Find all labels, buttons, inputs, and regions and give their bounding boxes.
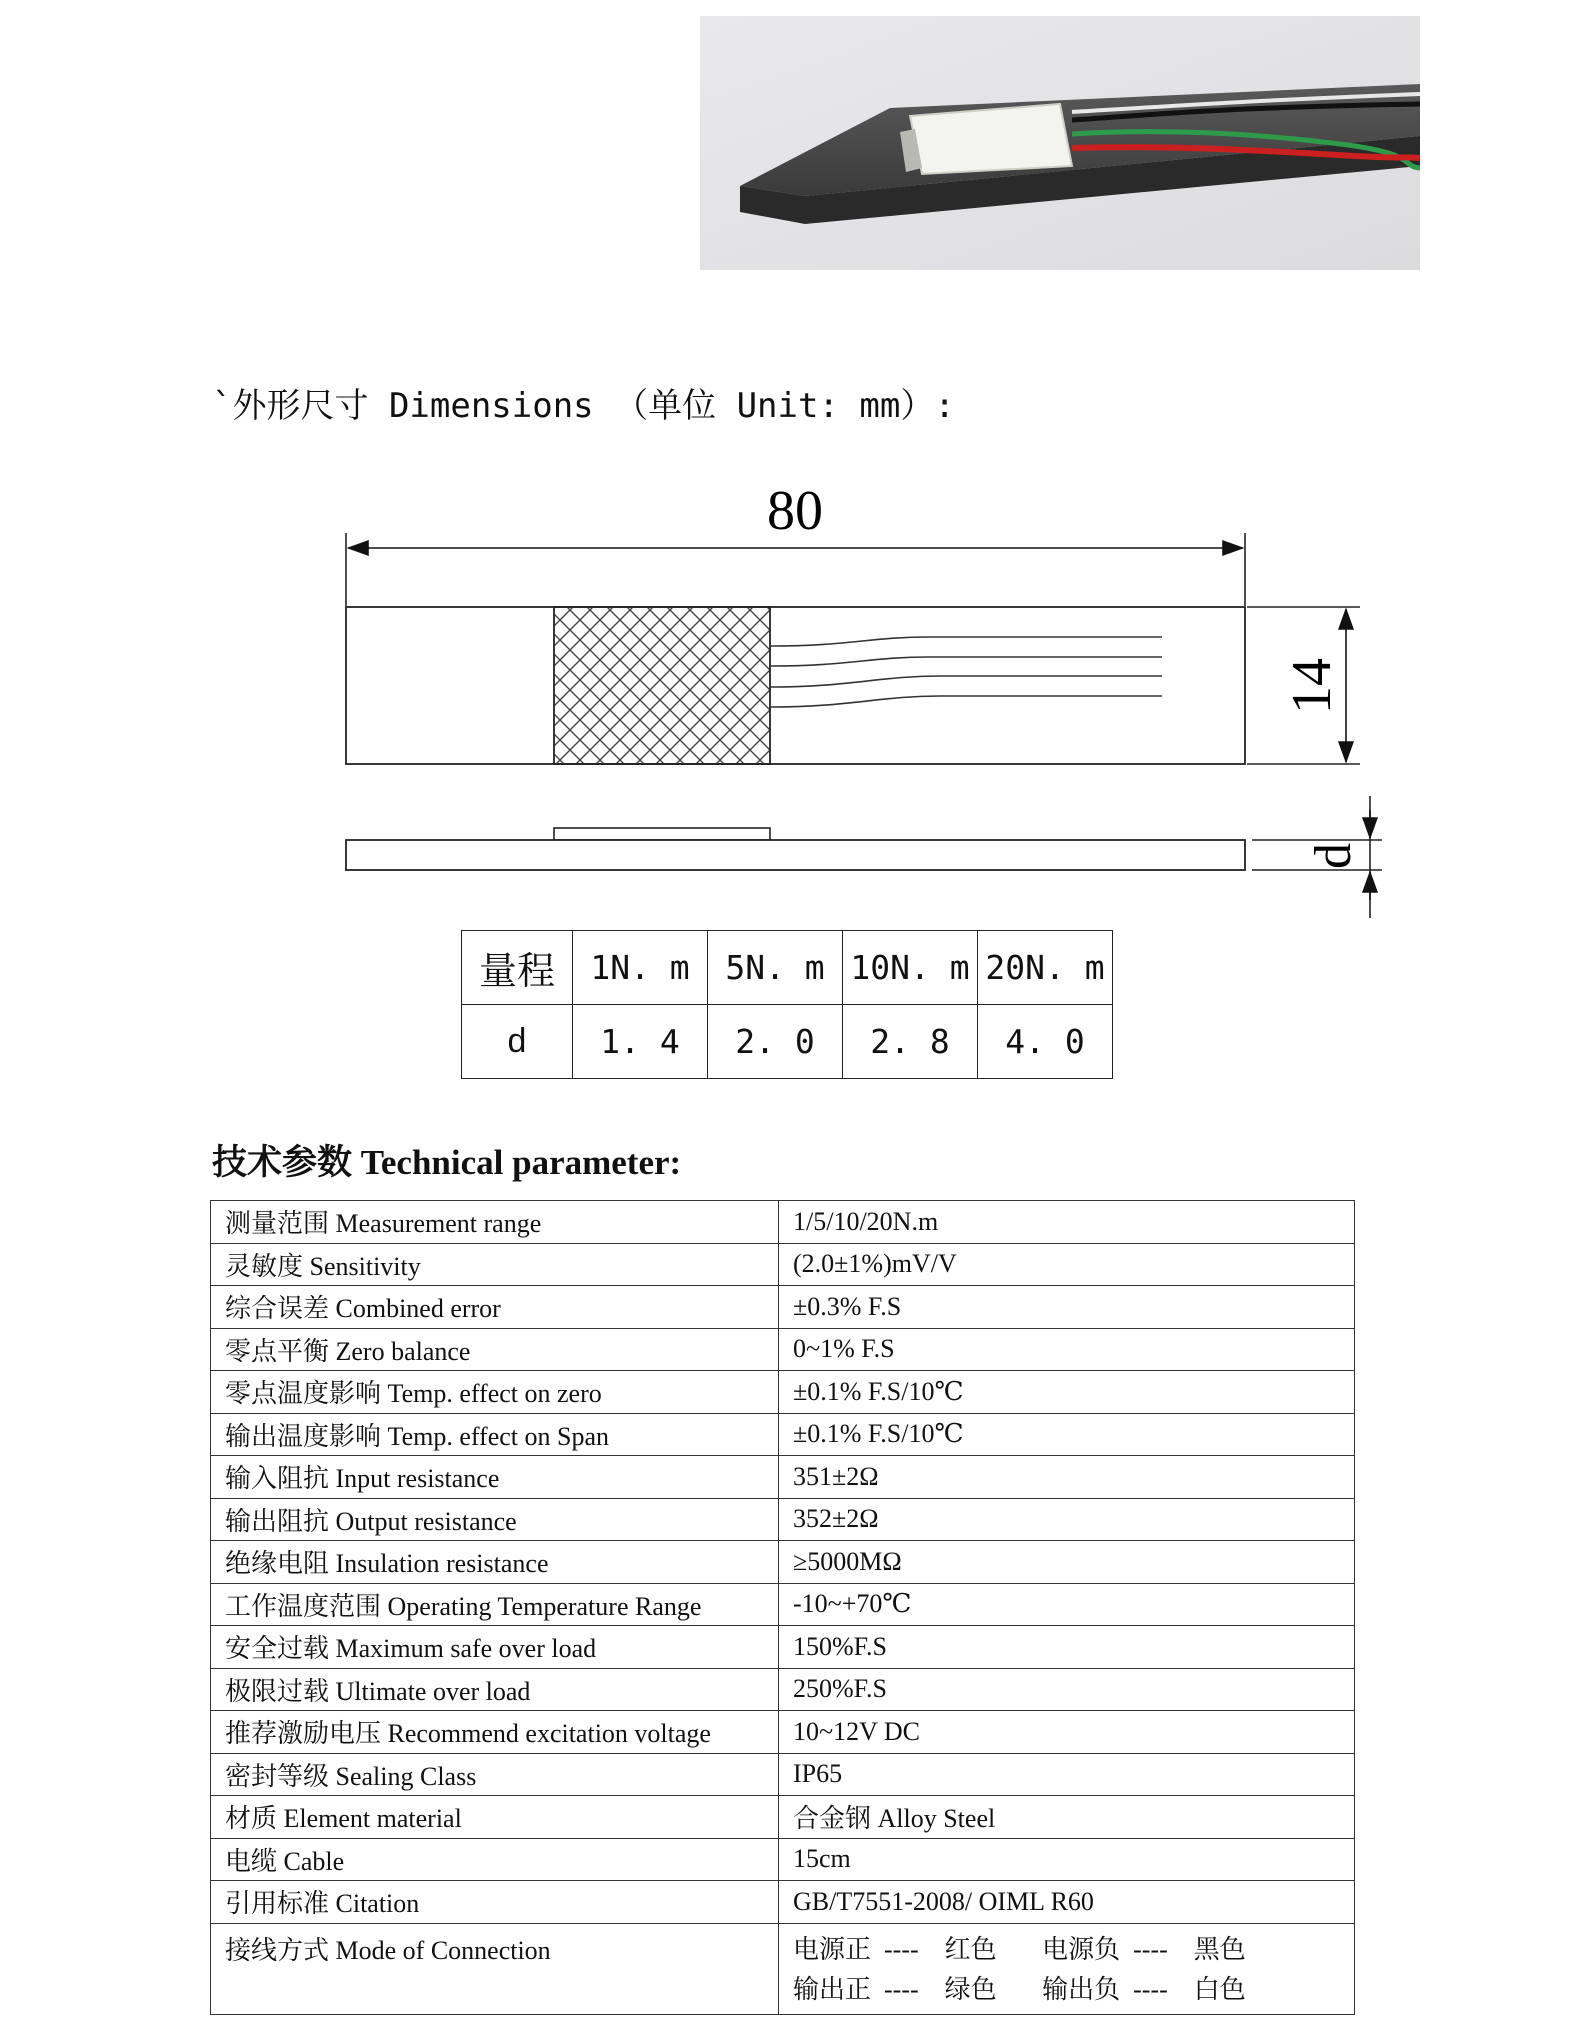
param-value: 0~1% F.S	[779, 1328, 1355, 1371]
param-label: 测量范围 Measurement range	[211, 1201, 779, 1244]
param-label: 极限过载 Ultimate over load	[211, 1668, 779, 1711]
strain-gauge-beam-photo	[700, 16, 1420, 270]
connection-line-power: 电源正 ---- 红色 电源负 ---- 黑色	[793, 1934, 1246, 1964]
param-value: 351±2Ω	[779, 1456, 1355, 1499]
thickness-label: d	[1305, 843, 1362, 869]
param-value: -10~+70℃	[779, 1583, 1355, 1626]
table-row	[211, 1796, 1355, 1839]
param-value: ±0.1% F.S/10℃	[779, 1371, 1355, 1414]
table-row	[211, 1838, 1355, 1881]
beam-top-view	[346, 607, 1245, 764]
param-label: 输入阻抗 Input resistance	[211, 1456, 779, 1499]
param-label: 电缆 Cable	[211, 1838, 779, 1881]
param-label: 推荐激励电压 Recommend excitation voltage	[211, 1711, 779, 1754]
param-label: 引用标准 Citation	[211, 1881, 779, 1924]
param-value: ≥5000MΩ	[779, 1541, 1355, 1584]
gauge-side-view	[554, 828, 770, 840]
table-row	[211, 1626, 1355, 1669]
range-thickness-table	[461, 930, 1113, 1079]
thickness-header-cell: d	[462, 1005, 573, 1079]
param-value: 合金钢 Alloy Steel	[779, 1796, 1355, 1839]
thickness-cell: 4. 0	[978, 1005, 1113, 1079]
param-value: 15cm	[779, 1838, 1355, 1881]
technical-parameter-heading: 技术参数 Technical parameter:	[212, 1143, 682, 1182]
table-row	[211, 1711, 1355, 1754]
connection-value	[779, 1923, 1355, 2014]
param-label: 工作温度范围 Operating Temperature Range	[211, 1583, 779, 1626]
param-label: 零点平衡 Zero balance	[211, 1328, 779, 1371]
technical-parameter-table	[210, 1200, 1355, 2015]
dimensions-heading: `外形尺寸 Dimensions （单位 Unit: mm）:	[212, 386, 955, 426]
beam-side-view	[346, 840, 1245, 870]
param-value: GB/T7551-2008/ OIML R60	[779, 1881, 1355, 1924]
table-row	[211, 1498, 1355, 1541]
param-value: ±0.3% F.S	[779, 1286, 1355, 1329]
param-value: IP65	[779, 1753, 1355, 1796]
param-label: 零点温度影响 Temp. effect on zero	[211, 1371, 779, 1414]
thickness-cell: 2. 8	[843, 1005, 978, 1079]
param-value: 352±2Ω	[779, 1498, 1355, 1541]
table-row	[211, 1413, 1355, 1456]
range-row	[462, 931, 1113, 1005]
length-label: 80	[767, 480, 823, 542]
table-row	[211, 1243, 1355, 1286]
param-label: 综合误差 Combined error	[211, 1286, 779, 1329]
table-row	[211, 1328, 1355, 1371]
param-value: (2.0±1%)mV/V	[779, 1243, 1355, 1286]
range-cell: 10N. m	[843, 931, 978, 1005]
range-cell: 5N. m	[708, 931, 843, 1005]
range-cell: 1N. m	[573, 931, 708, 1005]
param-value: ±0.1% F.S/10℃	[779, 1413, 1355, 1456]
param-label: 输出温度影响 Temp. effect on Span	[211, 1413, 779, 1456]
connection-label: 接线方式 Mode of Connection	[211, 1923, 779, 2014]
dimension-drawing	[0, 460, 1588, 940]
param-label: 输出阻抗 Output resistance	[211, 1498, 779, 1541]
table-row	[211, 1456, 1355, 1499]
table-row	[211, 1541, 1355, 1584]
param-label: 绝缘电阻 Insulation resistance	[211, 1541, 779, 1584]
table-row	[211, 1881, 1355, 1924]
param-value: 10~12V DC	[779, 1711, 1355, 1754]
param-label: 材质 Element material	[211, 1796, 779, 1839]
range-header-cell: 量程	[462, 931, 573, 1005]
table-row	[211, 1753, 1355, 1796]
param-value: 250%F.S	[779, 1668, 1355, 1711]
thickness-cell: 1. 4	[573, 1005, 708, 1079]
param-label: 密封等级 Sealing Class	[211, 1753, 779, 1796]
param-value: 150%F.S	[779, 1626, 1355, 1669]
width-label: 14	[1281, 658, 1343, 714]
range-cell: 20N. m	[978, 931, 1113, 1005]
thickness-row	[462, 1005, 1113, 1079]
table-row	[211, 1371, 1355, 1414]
table-row	[211, 1201, 1355, 1244]
table-row	[211, 1583, 1355, 1626]
product-photo	[700, 16, 1420, 270]
table-row	[211, 1668, 1355, 1711]
param-value: 1/5/10/20N.m	[779, 1201, 1355, 1244]
connection-line-output: 输出正 ---- 绿色 输出负 ---- 白色	[793, 1974, 1246, 2004]
table-row	[211, 1286, 1355, 1329]
thickness-cell: 2. 0	[708, 1005, 843, 1079]
strain-gauge-area	[554, 607, 770, 764]
param-label: 安全过载 Maximum safe over load	[211, 1626, 779, 1669]
connection-row	[211, 1923, 1355, 2014]
param-label: 灵敏度 Sensitivity	[211, 1243, 779, 1286]
